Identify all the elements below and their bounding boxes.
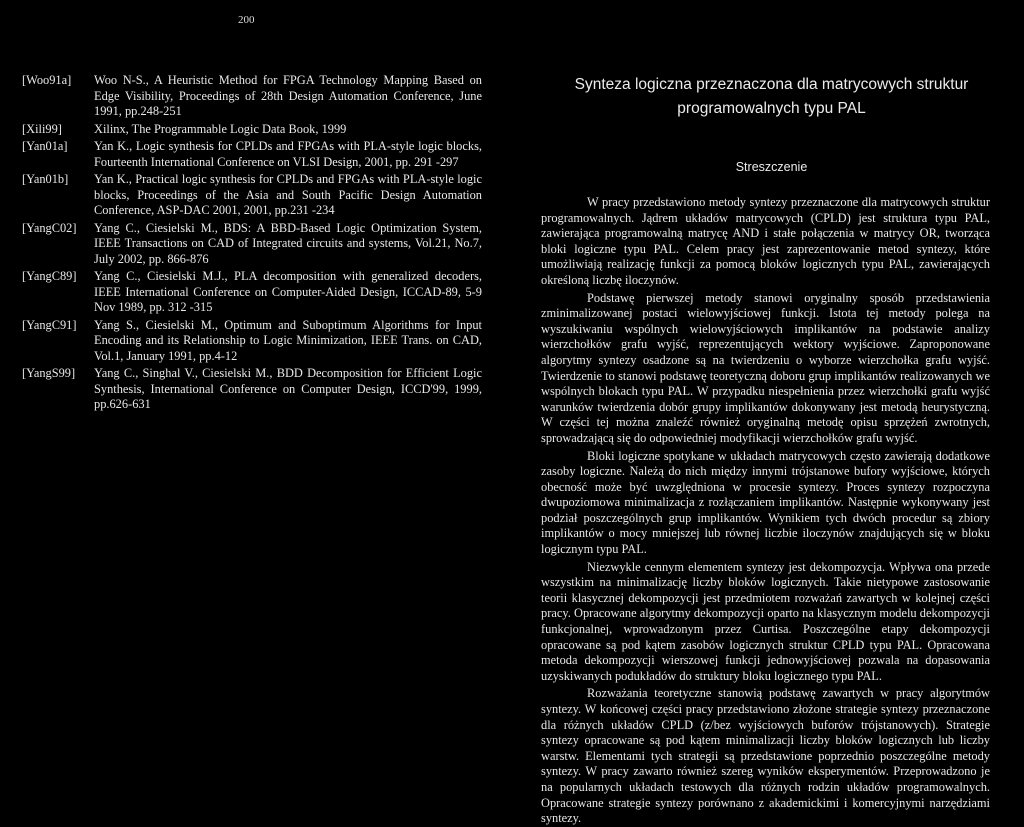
reference-text: Yang C., Ciesielski M.J., PLA decomposition with generalized decoders, IEEE International Conference on Computer-Aided Design, ICCAD-89, 5-9 Nov 1989, pp. 312 -315 bbox=[94, 269, 482, 315]
reference-key: [Yan01a] bbox=[22, 138, 68, 153]
reference-item bbox=[22, 318, 482, 365]
reference-key: [YangC89] bbox=[22, 269, 77, 284]
reference-item bbox=[22, 366, 482, 413]
reference-text: Yang C., Singhal V., Ciesielski M., BDD Decomposition for Efficient Logic Synthesis, International Conference on Computer Design, ICCD'99, 1999, pp.626-631 bbox=[94, 366, 482, 412]
summary-paragraph: Niezwykle cennym elementem syntezy jest dekompozycja. Wpływa ona przede wszystkim na minimalizację liczby bloków logicznych. Takie nietypowe zastosowanie teorii klasycznej dekompozycji jest przedmiotem rozważań zawartych w kolejnej części pracy. Opracowane algorytmy dekompozycji oparto na klasycznym modelu dekompozycji funkcjonalnej, wprowadzonym przez Curtisa. Poszczególne etapy dekompozycji opracowane są pod kątem zasobów logicznych struktur CPLD typu PAL. Opracowana metoda dekompozycji wierszowej funkcji jednowyjściowej pozwala na dopasowania uzyskiwanych podukładów do struktury bloku logicznego typu PAL. bbox=[541, 559, 990, 683]
reference-key: [YangC91] bbox=[22, 317, 77, 332]
reference-text: Xilinx, The Programmable Logic Data Book, 1999 bbox=[94, 121, 347, 136]
reference-item bbox=[22, 139, 482, 170]
reference-key: [Xili99] bbox=[22, 121, 62, 136]
reference-item bbox=[22, 269, 482, 316]
summary-section bbox=[541, 73, 990, 827]
page-number: 200 bbox=[238, 14, 255, 26]
reference-key: [YangC02] bbox=[22, 220, 77, 235]
reference-text: Yang S., Ciesielski M., Optimum and Suboptimum Algorithms for Input Encoding and its Relationship to Logic Minimization, IEEE Trans. on CAD, Vol.1, January 1991, pp.4-12 bbox=[94, 317, 482, 363]
reference-item bbox=[22, 172, 482, 219]
reference-item bbox=[22, 73, 482, 120]
reference-text: Yan K., Practical logic synthesis for CPLDs and FPGAs with PLA-style logic blocks, Proceedings of the Asia and South Pacific Design Automation Conference, ASP-DAC 2001, 2001, pp.231 -234 bbox=[94, 171, 482, 218]
summary-paragraph: Bloki logiczne spotykane w układach matrycowych często zawierają dodatkowe zasoby logiczne. Należą do nich między innymi trójstanowe bufory wyjściowe, których obecność może być uwzględniona w procesie syntezy. Proces syntezy rozpoczyna dwupoziomowa minimalizacja z rozłączaniem implikantów. Następnie wykonywany jest podział poszczególnych grup implikantów. Wynikiem tych dwóch procedur są zbiory implikantów o mocy mniejszej lub równej liczbie iloczynów znajdujących się w bloku logicznym typu PAL. bbox=[541, 448, 990, 557]
reference-key: [Yan01b] bbox=[22, 171, 69, 186]
reference-text: Yan K., Logic synthesis for CPLDs and FPGAs with PLA-style logic blocks, Fourteenth International Conference on VLSI Design, 2001, pp. 291 -297 bbox=[94, 138, 482, 169]
reference-key: [YangS99] bbox=[22, 366, 76, 381]
summary-heading: Streszczenie bbox=[735, 160, 808, 174]
reference-item bbox=[22, 221, 482, 268]
summary-paragraph: W pracy przedstawiono metody syntezy przeznaczone dla matrycowych struktur programowalnych. Jądrem układów matrycowych (CPLD) jest struktura typu PAL, zawierająca programowalną matrycę AND i stałe połączenia w matrycy OR, tworząca bloki logiczne typu PAL. Celem pracy jest zaprezentowanie metod syntezy, które umożliwiają realizację funkcji za pomocą bloków logicznych typu PAL, zawierających określoną liczbę iloczynów. bbox=[541, 195, 990, 287]
reference-text: Woo N-S., A Heuristic Method for FPGA Technology Mapping Based on Edge Visibility, Proceedings of 28th Design Automation Conference, June 1991, pp.248-251 bbox=[94, 73, 482, 119]
summary-paragraph: Podstawę pierwszej metody stanowi oryginalny sposób przedstawienia zminimalizowanej postaci wielowyjściowej funkcji. Istota tej metody polega na wyszukiwaniu wspólnych wielowyjściowych implikantów na podstawie analizy wierzchołków grafu wyjść, reprezentujących wektory wyjściowe. Zaproponowane algorytmy syntezy osadzone są na twierdzeniu o wyborze wierzchołka grafu wyjść. Twierdzenie to stanowi podstawę teoretyczną doboru grup implikantów realizowanych we wspólnych blokach typu PAL. W przypadku niespełnienia przez wierzchołki grafu wyjść warunków twierdzenia dobór grupy implikantów dokonywany jest metodą heurystyczną. W części tej można znaleźć również oryginalną metodę opisu sprzężeń zwrotnych, sprowadzającą się do odpowiedniej modyfikacji wierzchołków grafu wyjść. bbox=[541, 290, 990, 445]
reference-text: Yang C., Ciesielski M., BDS: A BBD-Based Logic Optimization System, IEEE Transactions on CAD of Integrated circuits and systems, Vol.21, No.7, July 2002, pp. 866-876 bbox=[94, 220, 482, 266]
reference-list bbox=[22, 73, 482, 415]
summary-title: Synteza logiczna przeznaczona dla matrycowych struktur programowalnych typu PAL bbox=[574, 76, 969, 117]
summary-paragraph: Rozważania teoretyczne stanowią podstawę zawartych w pracy algorytmów syntezy. W końcowej części pracy przedstawiono złożone strategie syntezy przeznaczone dla różnych układów CPLD (z/bez wyjściowych buforów trójstanowych). Strategie syntezy opracowane są pod kątem minimalizacji liczby bloków logicznych lub liczby warstw. Elementami tych strategii są przedstawione poprzednio poszczególne metody syntezy. W pracy zawarto również szereg wyników eksperymentów. Przeprowadzono je na popularnych układach testowych dla różnych rodzin układów programowalnych. Opracowane strategie syntezy porównano z akademickimi i komercyjnymi narzędziami syntezy. bbox=[541, 686, 990, 826]
reference-key: [Woo91a] bbox=[22, 73, 72, 87]
reference-item bbox=[22, 122, 482, 138]
